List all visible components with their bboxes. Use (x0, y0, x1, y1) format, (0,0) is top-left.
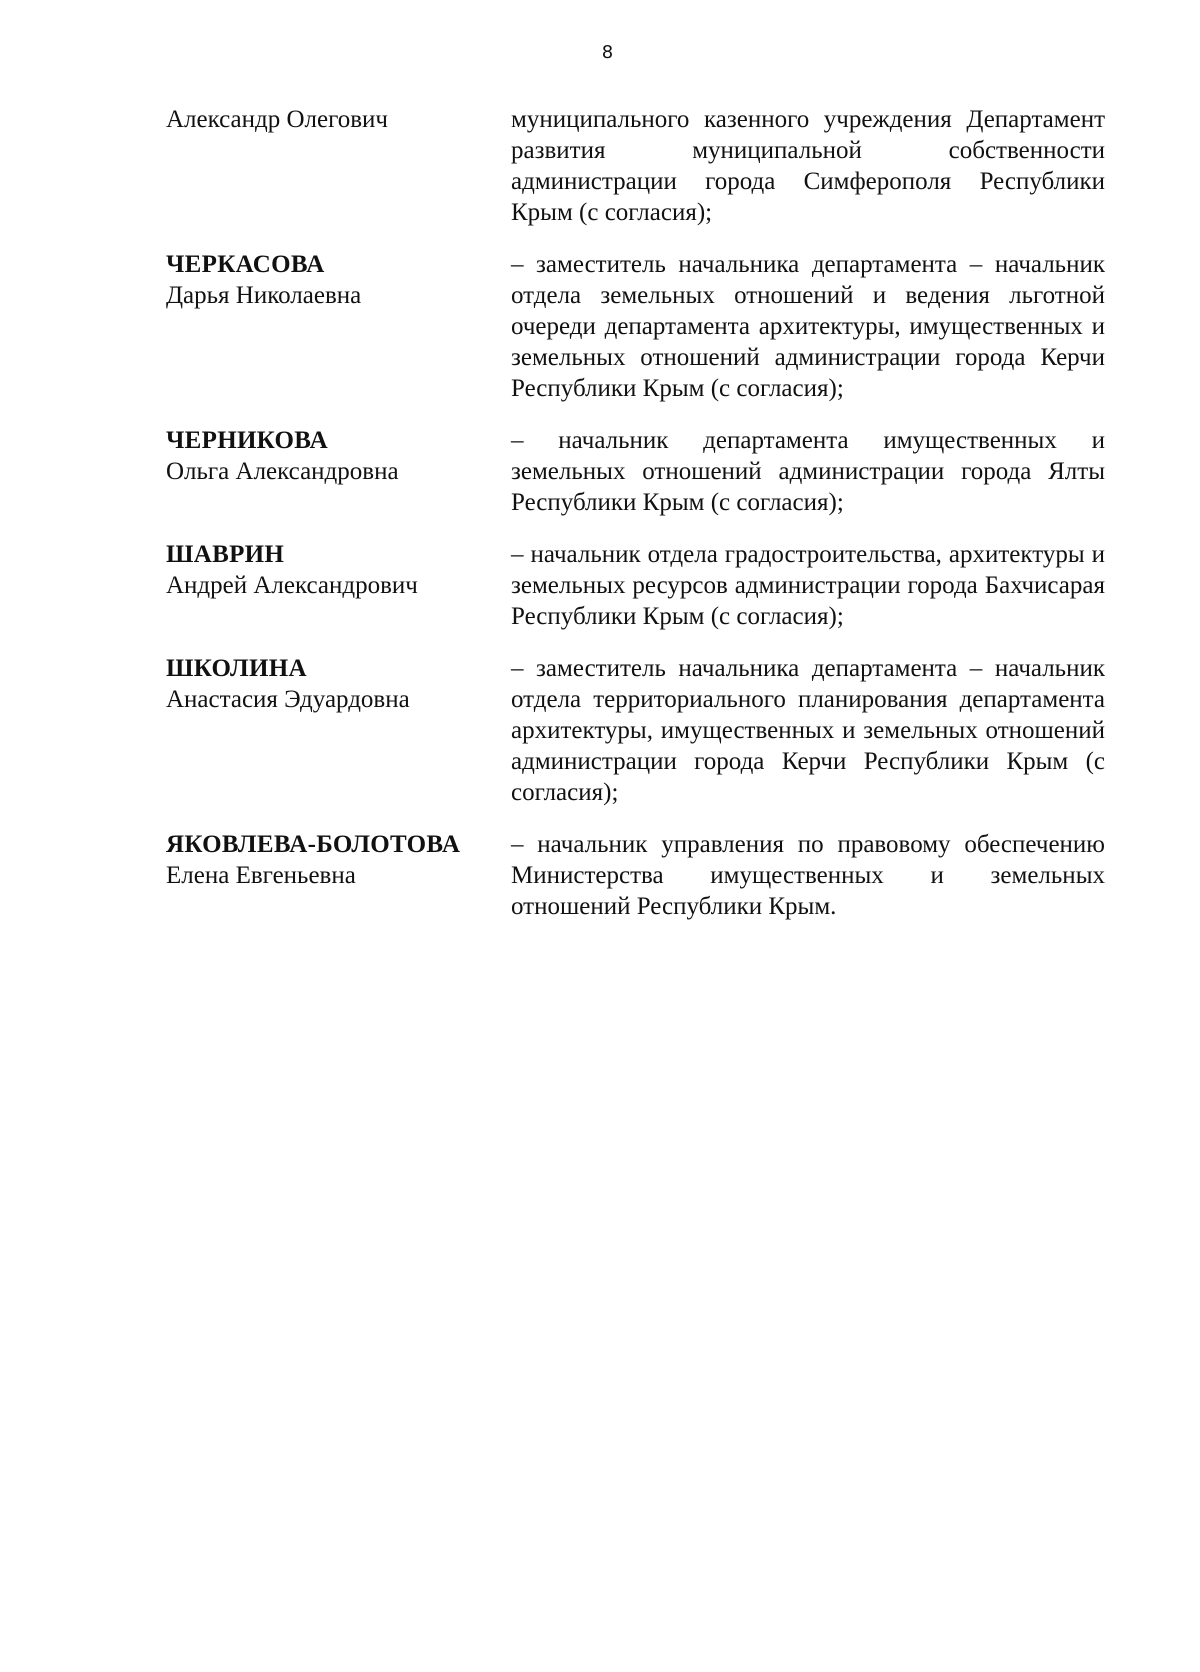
member-surname: ШАВРИН (166, 541, 285, 568)
member-entry (166, 653, 1116, 808)
member-position: – заместитель начальника департамента – начальник отдела территориального планирования департамента архитектуры, имущественных и земельных отношений администрации города Керчи Республики Крым (с согласия); (511, 655, 1105, 806)
member-given-name: Ольга Александровна (166, 458, 399, 485)
member-name (166, 539, 511, 632)
member-entry (166, 425, 1116, 518)
member-position: – начальник отдела градостроительства, архитектуры и земельных ресурсов администрации города Бахчисарая Республики Крым (с согласия); (511, 541, 1105, 630)
member-given-name: Елена Евгеньевна (166, 862, 356, 889)
member-given-name: Александр Олегович (166, 106, 389, 133)
member-entry (166, 104, 1116, 228)
member-entry (166, 249, 1116, 404)
member-surname: ЧЕРКАСОВА (166, 251, 325, 278)
member-name (166, 249, 511, 404)
member-surname: ЯКОВЛЕВА-БОЛОТОВА (166, 831, 461, 858)
member-position: муниципального казенного учреждения Департамент развития муниципальной собственности администрации города Симферополя Республики Крым (с согласия); (511, 106, 1105, 226)
member-position: – заместитель начальника департамента – начальник отдела земельных отношений и ведения льготной очереди департамента архитектуры, имущественных и земельных отношений администрации города Керчи Республики Крым (с согласия); (511, 251, 1105, 402)
member-name (166, 104, 511, 228)
member-name (166, 653, 511, 808)
member-position: – начальник управления по правовому обеспечению Министерства имущественных и земельных отношений Республики Крым. (511, 831, 1105, 920)
member-name (166, 425, 511, 518)
member-entry (166, 539, 1116, 632)
member-name (166, 829, 511, 922)
member-position: – начальник департамента имущественных и земельных отношений администрации города Ялты Республики Крым (с согласия); (511, 427, 1105, 516)
page-number: 8 (601, 42, 614, 63)
member-list (166, 104, 1116, 943)
member-given-name: Дарья Николаевна (166, 282, 362, 309)
member-surname: ШКОЛИНА (166, 655, 307, 682)
member-given-name: Анастасия Эдуардовна (166, 686, 410, 713)
member-surname: ЧЕРНИКОВА (166, 427, 328, 454)
member-given-name: Андрей Александрович (166, 572, 418, 599)
member-entry (166, 829, 1116, 922)
